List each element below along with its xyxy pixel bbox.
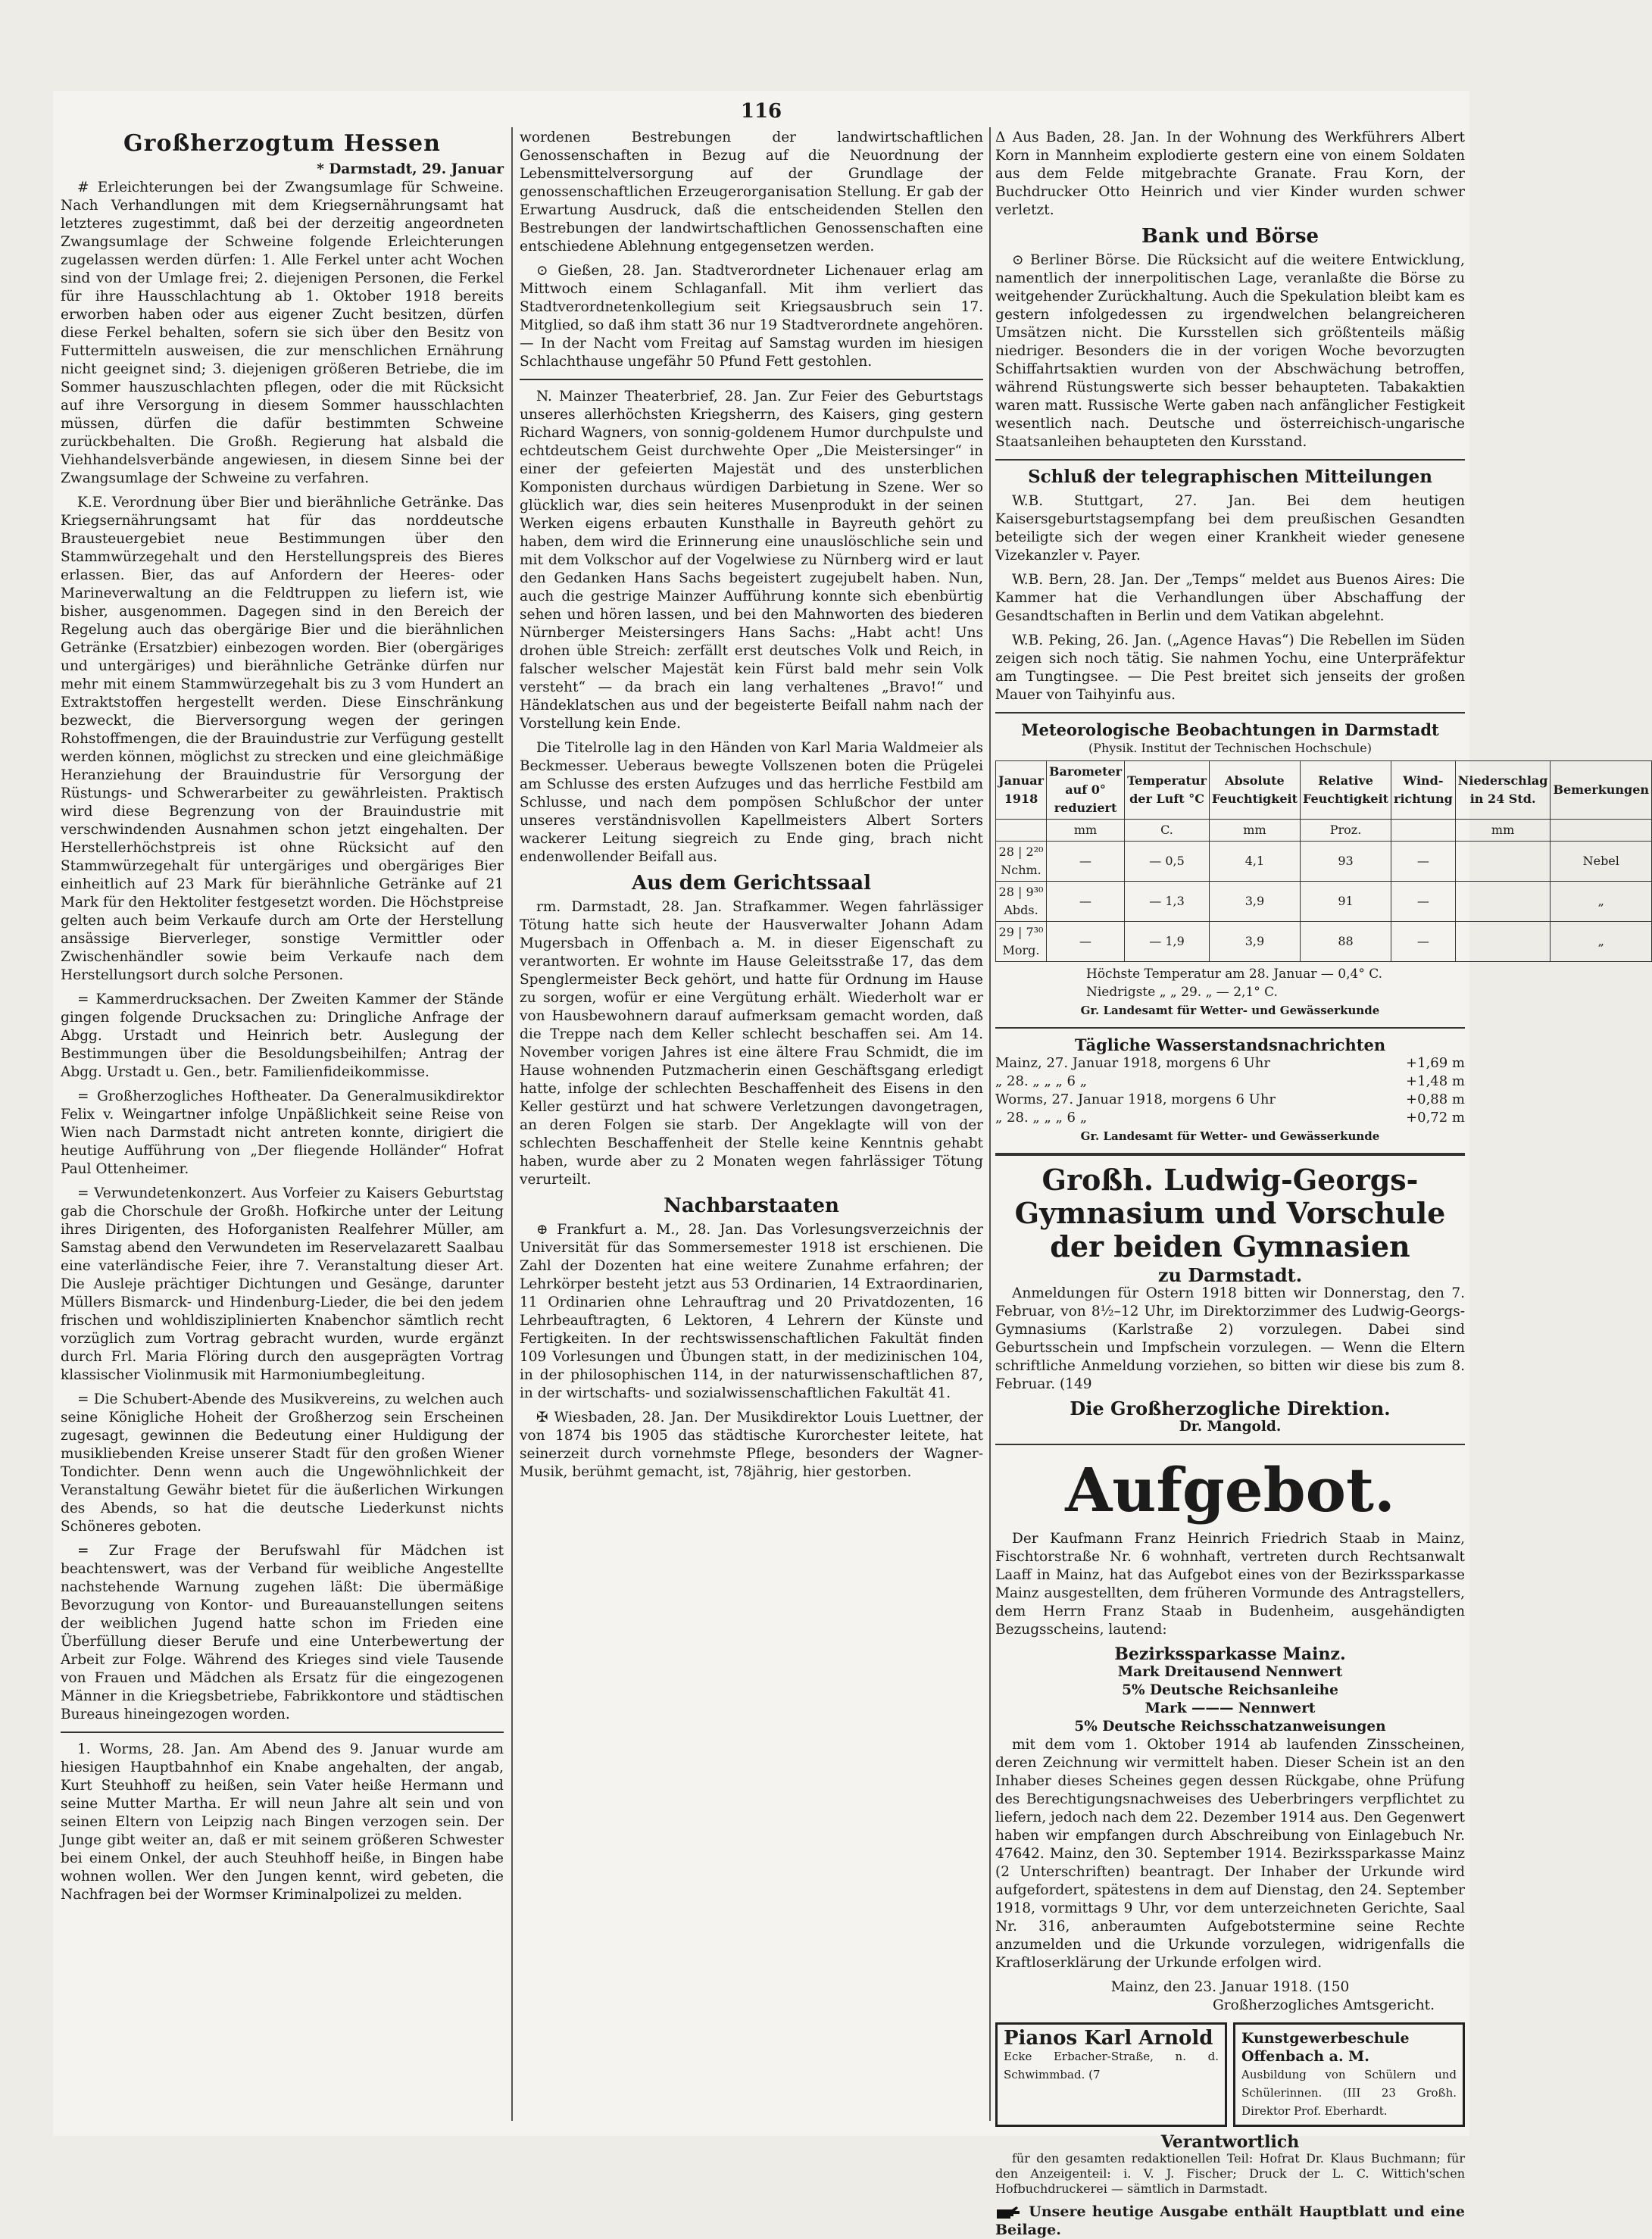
ad-gymnasium-signer: Dr. Mangold. [1179,1419,1282,1435]
ad-kunstgewerbe-text: Ausbildung von Schülern und Schülerinnen. (III 23 Großh. Direktor Prof. Eberhardt. [1241,2068,1457,2118]
column-rule [511,127,513,2121]
water-row [995,1091,1465,1109]
ad-row [995,2022,1465,2127]
weather-cell: — [1047,842,1125,882]
divider [520,379,983,380]
weather-header: Bemerkungen [1551,761,1652,820]
weather-unit [1391,820,1456,842]
weather-header: Barometer auf 0° reduziert [1047,761,1125,820]
weather-cell: — [1391,882,1456,922]
ad-gymnasium-title: Großh. Ludwig-Georgs-Gymnasium und Vorschule der beiden Gymnasien [1014,1163,1446,1263]
water-title: Tägliche Wasserstandsnachrichten [1074,1035,1386,1054]
water-label: Worms, 27. Januar 1918, morgens 6 Uhr [995,1091,1276,1107]
weather-header: Niederschlag in 24 Std. [1455,761,1551,820]
ad-aufgebot-amount: Mark Dreitausend Nennwert [1117,1664,1343,1680]
column-rule [989,127,991,2121]
telegram-bern: W.B. Bern, 28. Jan. Der „Temps“ meldet aus Buenos Aires: Die Kammer hat die Verhandlungen über Abschaffung der Gesandtschaften in Berlin und dem Vatikan abgelehnt. [995,572,1465,624]
section-title-hessen: Großherzogtum Hessen [123,130,441,157]
weather-unit: mm [1455,820,1551,842]
section-title-telegraph: Schluß der telegraphischen Mitteilungen [1028,467,1432,487]
ad-aufgebot-loan: 5% Deutsche Reichsanleihe [1122,1682,1338,1698]
weather-row [996,922,1652,962]
divider [995,1444,1465,1445]
weather-unit-row [996,820,1652,842]
weather-unit: mm [1209,820,1300,842]
weather-cell: 4,1 [1209,842,1300,882]
edition-note-text: Unsere heutige Ausgabe enthält Hauptblatt und eine Beilage. [995,2203,1466,2238]
weather-cell [1455,882,1551,922]
article-genossenschaften: wordenen Bestrebungen der landwirtschaftlichen Genossenschaften in Bezug auf die Neuordnung der Lebensmittelversorgung auf der Grundlage der genossenschaftlichen Erzeugerorganisation Stellung. Er gab der Erwartung Ausdruck, daß die entscheidenden Stellen den Bestrebungen der landwirtschaftlichen Genossenschaften eine entschiedene Ablehnung entgegensetzen werden. [520,130,983,255]
pointing-hand-icon [995,2204,1023,2221]
article-strafkammer: rm. Darmstadt, 28. Jan. Strafkammer. Wegen fahrlässiger Tötung hatte sich heute der Hausverwalter Johann Adam Mugersbach in Offenbach a. M. in dieser Eigenschaft zu verantworten. Er wohnte im Hause Geleitsstraße 17, das dem Spenglermeister Beck gehört, und hatte für Ordnung im Hause zu sorgen, wofür er eine Vergütung erhält. Wiederholt war er von Hausbewohnern darauf aufmerksam gemacht worden, daß die Treppe nach dem Keller schlecht beschaffen sei. Am 14. November vorigen Jahres ist eine ältere Frau Schmidt, die im Hause wohnenden Putzmacherin einen Geschäftsgang erledigt hatte, infolge der schlechten Beschaffenheit des Eisens in den Keller gestürzt und hat schwere Verletzungen davongetragen, an deren Folgen sie starb. Der Angeklagte will von der schlechten Beschaffenheit der Stelle keine Kenntnis gehabt haben, wurde aber zu 2 Monaten wegen fahrlässiger Tötung verurteilt. [520,899,983,1188]
weather-cell: — 1,9 [1125,922,1210,962]
article-berliner-boerse: ⊙ Berliner Börse. Die Rücksicht auf die weitere Entwicklung, namentlich der innerpolitischen Lage, veranlaßte die Börse zu weitgehender Zurückhaltung. Auch die Spekulation bleibt kam es gestern infolgedessen zu irgendwelchen belangreicheren Umsätzen nicht. Die Kursstellen sich größtenteils mäßig niedriger. Besonders die in der vorigen Woche bevorzugten Schiffahrtsaktien wurden von der Abschwächung betroffen, während Rüstungswerte sich besser behaupteten. Tabakaktien waren matt. Russische Werte gaben nach anfänglicher Festigkeit wesentlich nach. Deutsche und österreichisch-ungarische Staatsanleihen behaupteten den Kursstand. [995,252,1465,450]
article-hoftheater: = Großherzogliches Hoftheater. Da Generalmusikdirektor Felix v. Weingartner infolge Unpäßlichkeit seine Reise von Wien nach Darmstadt nicht antreten konnte, dirigiert die heutige Aufführung von „Der fliegende Holländer“ Hofrat Paul Ottenheimer. [61,1088,504,1177]
weather-row [996,842,1652,882]
weather-unit [996,820,1047,842]
responsible-text: für den gesamten redaktionellen Teil: Hofrat Dr. Klaus Buchmann; für den Anzeigenteil: i. V. J. Fischer; Druck der L. C. Wittich'schen Hofbuchdruckerei — sämtlich in Darmstadt. [995,2151,1465,2196]
weather-cell: 91 [1300,882,1391,922]
weather-title: Meteorologische Beobachtungen in Darmstadt [1021,720,1439,739]
article-frankfurt: ⊕ Frankfurt a. M., 28. Jan. Das Vorlesungsverzeichnis der Universität für das Sommersemester 1918 ist erschienen. Die Zahl der Dozenten hat eine weitere Zunahme erfahren; der Lehrkörper besteht jetzt aus 53 Ordinarien, 14 Extraordinarien, 11 Ordinarien ohne Lehrauftrag und 20 Privatdozenten, 16 Lehrbeauftragten, 6 Lektoren, 4 Lehrern der Künste und Fertigkeiten. In der rechtswissenschaftlichen Fakultät finden 109 Vorlesungen und Übungen statt, in der medizinischen 104, in der philosophischen 114, in der naturwissenschaftlichen 87, in der wirtschafts- und sozialwissenschaftlichen Fakultät 41. [520,1222,983,1401]
weather-credit: Gr. Landesamt für Wetter- und Gewässerkunde [1080,1004,1380,1017]
responsible-title: Verantwortlich [1160,2132,1300,2152]
weather-cell: „ [1551,882,1652,922]
weather-cell: — [1391,842,1456,882]
weather-header: Wind-richtung [1391,761,1456,820]
article-kammerdrucksachen: = Kammerdrucksachen. Der Zweiten Kammer der Stände gingen folgende Drucksachen zu: Dringliche Anfrage der Abgg. Urstadt und Heinrich betr. Auslegung der Bestimmungen über die Besoldungsbeihilfen; Antrag der Abgg. Urstadt u. Gen., betr. Familienfideikommisse. [61,991,504,1080]
ad-aufgebot-text2: mit dem vom 1. Oktober 1914 ab laufenden Zinsscheinen, deren Zeichnung wir vermittelt haben. Dieser Schein ist an den Inhaber dieses Scheines gegen dessen Rückgabe, ohne Prüfung des Berechtigungsnachweises des Ueberbringers verpflichtet zu liefern, jedoch nach dem 22. Dezember 1914 aus. Den Gegenwert haben wir empfangen durch Abschreibung von Einlagebuch Nr. 47642. Mainz, den 30. September 1914. Bezirkssparkasse Mainz (2 Unterschriften) beantragt. Der Inhaber der Urkunde wird aufgefordert, spätestens in dem auf Dienstag, den 24. September 1918, vormittags 9 Uhr, vor dem unterzeichneten Gerichte, Saal Nr. 316, anberaumten Aufgebotstermine seine Rechte anzumelden und die Urkunde vorzulegen, widrigenfalls die Kraftloserklärung der Urkunde erfolgen wird. [995,1737,1465,1971]
weather-cell: — [1047,882,1125,922]
weather-header-row [996,761,1652,820]
article-meistersinger: Die Titelrolle lag in den Händen von Karl Maria Waldmeier als Beckmesser. Ueberaus bewegte Vollszenen boten die Prügelei am Schlusse des ersten Aufzuges und das herrliche Festbild am Schlusse, und nach dem pompösen Schlußchor der unter unseres verständnisvollen Kapellmeisters Albert Sorters wackerer Leitung siegreich zu Ende ging, brach nicht endenwollender Beifall aus. [520,740,983,865]
weather-header: Januar 1918 [996,761,1047,820]
water-row [995,1073,1465,1091]
section-title-nachbarstaaten: Nachbarstaaten [664,1194,839,1217]
weather-cell: 28 | 2²⁰ Nchm. [996,842,1047,882]
article-schweine: # Erleichterungen bei der Zwangsumlage für Schweine. Nach Verhandlungen mit dem Kriegsernährungsamt hat letzteres zugestimmt, daß bei der derzeitig angeordneten Zwangsumlage der Schweine folgende Erleichterungen zugelassen werden dürfen: 1. Alle Ferkel unter acht Wochen sind von der Umlage frei; 2. diejenigen Personen, die Ferkel für ihre Hausschlachtung ab 1. Oktober 1918 bereits erworben haben oder aus eigener Zucht besitzen, dürfen diese Ferkel behalten, sofern sie sich über den Besitz von Futtermitteln ausweisen, die zur menschlichen Ernährung nicht geeignet sind; 3. diejenigen größeren Betriebe, die im Sommer hauszuschlachten pflegen, oder die mit Rücksicht auf ihre Versorgung in diesem Sommer hausschlachten müssen, dürfen die dafür bestimmten Schweine zurückbehalten. Die Großh. Regierung hat alsbald die Viehhandelsverbände angewiesen, in diesem Sinne bei der Zwangsumlage der Schweine zu verfahren. [61,180,504,486]
newspaper-page [53,91,1650,2238]
water-row [995,1054,1465,1073]
article-verwundetenkonzert: = Verwundetenkonzert. Aus Vorfeier zu Kaisers Geburtstag gab die Chorschule der Großh. Hofkirche unter der Leitung ihres Dirigenten, des Hoforganisten Realfehrer Müller, am Samstag abend den Verwundeten im Reservelazarett Saalbau eine vaterländische Feier, ihre 7. Veranstaltung dieser Art. Die Ausleje prächtiger Dichtungen und Gesänge, darunter Müllers Bismarck- und Hindenburg-Lieder, die bei den jedem frischen und wohldisziplinierten Knabenchor sämtlich recht vorzüglich zum Vortrag gebracht wurden, wurde ergänzt durch Frl. Maria Flöring durch den ausgeprägten Vortrag klassischer Violinmusik mit Harmoniumbegleitung. [61,1185,504,1383]
dateline: * Darmstadt, 29. Januar [317,161,504,177]
ad-aufgebot-title: Aufgebot. [1065,1454,1395,1525]
article-berufswahl: = Zur Frage der Berufswahl für Mädchen ist beachtenswert, was der Verband für weibliche Angestellte nachstehende Warnung zugehen läßt: Die übermäßige Bevorzugung von Kontor- und Bureauanstellungen seitens der weiblichen Jugend hatte schon im Frieden eine Überfüllung dieser Berufe und eine Unterbewertung der Arbeit zur Folge. Während des Krieges sind viele Tausende von Frauen und Mädchen als Ersatz für die eingezogenen Männer in die Kriegsbetriebe, Fabrikkontore und städtischen Bureaus hineingezogen worden. [61,1543,504,1722]
article-baden: Δ Aus Baden, 28. Jan. In der Wohnung des Werkführers Albert Korn in Mannheim explodierte gestern eine von einem Soldaten aus dem Felde mitgebrachte Granate. Frau Korn, der Buchdrucker Otto Heinrich und vier Kinder wurden schwer verletzt. [995,130,1465,218]
weather-high: Höchste Temperatur am 28. Januar — 0,4° C. [1086,966,1383,982]
ad-aufgebot-text: Der Kaufmann Franz Heinrich Friedrich Staab in Mainz, Fischtorstraße Nr. 6 wohnhaft, vertreten durch Rechtsanwalt Laaff in Mainz, hat das Aufgebot eines von der Bezirkssparkasse Mainz ausgestellten, dem früheren Vormunde des Antragstellers, dem Herrn Franz Staab in Budenheim, ausgehändigten Bezugsscheins, lautend: [995,1531,1465,1638]
water-value: +1,48 m [1406,1073,1465,1089]
water-value: +0,88 m [1406,1091,1465,1107]
ad-gymnasium-subtitle: zu Darmstadt. [1157,1264,1303,1286]
weather-table [995,760,1652,962]
water-value: +0,72 m [1406,1110,1465,1126]
divider [995,459,1465,461]
weather-header: Relative Feuchtigkeit [1300,761,1391,820]
water-row [995,1109,1465,1127]
weather-unit [1551,820,1652,842]
weather-cell: 3,9 [1209,882,1300,922]
column-right [995,129,1650,2238]
telegram-stuttgart: W.B. Stuttgart, 27. Jan. Bei dem heutigen Kaisersgeburtstagsempfang bei dem preußischen Gesandten beteiligte sich der wegen einer Krankheit wieder genesene Vizekanzler v. Payer. [995,493,1465,564]
ad-pianos-text: Ecke Erbacher-Straße, n. d. Schwimmbad. (7 [1004,2050,1219,2081]
weather-unit: C. [1125,820,1210,842]
ad-pianos-title: Pianos Karl Arnold [1004,2027,1213,2050]
weather-cell: — [1391,922,1456,962]
ad-aufgebot-treasury: 5% Deutsche Reichsschatzanweisungen [1074,1719,1386,1735]
ad-kunstgewerbe-title: Kunstgewerbeschule Offenbach a. M. [1241,2030,1410,2065]
article-schubert: = Die Schubert-Abende des Musikvereins, zu welchen auch seine Königliche Hoheit der Großherzog sein Erscheinen zugesagt, gewinnen die Bedeutung einer Huldigung der musikliebenden Kreise unserer Stadt für den großen Wiener Tondichter. Denn wenn auch die Ungewöhnlichkeit der Veranstaltung Gewähr bietet für die äußerlichen Wirkungen des Abends, so hat die deutsche Liederkunst nichts Schöneres geboten. [61,1391,504,1535]
weather-cell: Nebel [1551,842,1652,882]
weather-cell: 29 | 7³⁰ Morg. [996,922,1047,962]
divider [61,1732,504,1733]
column-left [61,129,504,2128]
weather-row [996,882,1652,922]
weather-cell [1455,842,1551,882]
weather-cell: — 1,3 [1125,882,1210,922]
ad-pianos [995,2022,1227,2127]
weather-unit: mm [1047,820,1125,842]
weather-header: Temperatur der Luft °C [1125,761,1210,820]
divider [995,1153,1465,1156]
water-value: +1,69 m [1406,1055,1465,1071]
article-giessen: ⊙ Gießen, 28. Jan. Stadtverordneter Lichenauer erlag am Mittwoch einem Schlaganfall. Mit ihm verliert das Stadtverordnetenkollegium seit Kriegsausbruch sein 17. Mitglied, so daß ihm statt 36 nur 19 Stadtverordnete angehören. — In der Nacht vom Freitag auf Samstag wurden im hiesigen Schlachthause ungefähr 50 Pfund Fett gestohlen. [520,263,983,370]
section-title-gerichtssaal: Aus dem Gerichtssaal [632,872,871,895]
water-label: Mainz, 27. Januar 1918, morgens 6 Uhr [995,1055,1271,1071]
weather-unit: Proz. [1300,820,1391,842]
section-title-bank: Bank und Börse [1141,225,1319,248]
ad-kunstgewerbe [1233,2022,1465,2127]
weather-low: Niedrigste „ „ 29. „ — 2,1° C. [1086,985,1278,1000]
water-credit: Gr. Landesamt für Wetter- und Gewässerkunde [1080,1129,1380,1143]
ad-gymnasium-text: Anmeldungen für Ostern 1918 bitten wir Donnerstag, den 7. Februar, von 8½–12 Uhr, im Direktorzimmer des Ludwig-Georgs-Gymnasiums (Karlstraße 2) vorzulegen. Dabei sind Geburtsschein und Impfschein vorzulegen. — Wenn die Eltern schriftliche Anmeldung vorziehen, so bitten wir diese bis zum 8. Februar. (149 [995,1285,1465,1392]
edition-note [995,2203,1465,2239]
article-worms: 1. Worms, 28. Jan. Am Abend des 9. Januar wurde am hiesigen Hauptbahnhof ein Knabe angehalten, der angab, Kurt Steuhhoff zu heißen, sein Vater heiße Hermann und seine Mutter Martha. Er will neun Jahre alt sein und von seinen Eltern von Leipzig nach Bingen verzogen sein. Der Junge gibt weiter an, daß er mit seinem größeren Schwester bei einem Onkel, der auch Steuhhoff heiße, in Bingen habe wohnen wollen. Wer den Jungen kennt, wird gebeten, die Nachfragen bei der Wormser Kriminalpolizei zu melden. [61,1741,504,1903]
weather-cell: — 0,5 [1125,842,1210,882]
weather-cell: — [1047,922,1125,962]
weather-header: Absolute Feuchtigkeit [1209,761,1300,820]
ad-gymnasium-signature: Die Großherzogliche Direktion. [1070,1397,1391,1419]
weather-cell: „ [1551,922,1652,962]
article-wiesbaden: ✠ Wiesbaden, 28. Jan. Der Musikdirektor Louis Luettner, der von 1874 bis 1905 das städtische Kurorchester leitete, hat seinerzeit durch vornehmste Pflege, besonders der Wagner-Musik, berühmt gemacht, ist, 78jährig, hier gestorben. [520,1410,983,1480]
page-number: 116 [740,100,782,123]
column-middle [520,129,983,2128]
ad-aufgebot-court: Großherzogliches Amtsgericht. [1213,1997,1435,2013]
weather-cell [1455,922,1551,962]
article-mainzer-theaterbrief: N. Mainzer Theaterbrief, 28. Jan. Zur Feier des Geburtstags unseres allerhöchsten Kriegsherrn, des Kaisers, ging gestern Richard Wagners, von sonnig-goldenem Humor durchpulste und echtdeutschem Geist durchwehte Oper „Die Meistersinger“ in einer der gefeierten Majestät und des unsterblichen Komponisten durchaus würdigen Darbietung in Szene. Wer so glücklich war, dies sein heiteres Musenprodukt in der seinen Werken eigens erbauten Kunsthalle in Bayreuth gehört zu haben, dem wird die Erinnerung eine unauslöschliche sein und mit dem Volkschor auf der Vogelwiese zu Nürnberg wird er laut den Gedanken Hans Sachs begeistert zugejubelt haben. Nun, auch die gestrige Mainzer Aufführung konnte sich ebenbürtig sehen und hören lassen, und bei den Mahnworten des biederen Nürnberger Meistersingers Hans Sachs: „Habt acht! Uns drohen üble Streich: zerfällt erst deutsches Volk und Reich, in falscher welscher Majestät kein Fürst bald mehr sein Volk versteht“ — da brach ein lang verhaltenes „Bravo!“ und Händeklatschen aus und der begeisterte Beifall nahm nach der Vorstellung kein Ende. [520,389,983,732]
divider [995,712,1465,714]
divider [995,1027,1465,1029]
ad-aufgebot-amount2: Mark ——— Nennwert [1145,1700,1316,1716]
ad-aufgebot-bank: Bezirkssparkasse Mainz. [1114,1644,1346,1664]
telegram-peking: W.B. Peking, 26. Jan. („Agence Havas“) Die Rebellen im Süden zeigen sich noch tätig. Sie nahmen Yochu, eine Unterpräfektur am Tungtingsee. — Die Pest breitet sich jenseits der großen Mauer von Taihyinfu aus. [995,632,1465,703]
water-label: „ 28. „ „ „ 6 „ [995,1110,1088,1126]
weather-cell: 88 [1300,922,1391,962]
weather-cell: 93 [1300,842,1391,882]
weather-cell: 3,9 [1209,922,1300,962]
article-bier: K.E. Verordnung über Bier und bierähnliche Getränke. Das Kriegsernährungsamt hat für das norddeutsche Brausteuergebiet neue Bestimmungen über den Stammwürzegehalt und den Herstellungspreis des Bieres erlassen. Bier, das auf Anfordern der Heeres- oder Marineverwaltung an die Feldtruppen zu liefern ist, wie bisher, ausgenommen. Dagegen sind in den Bereich der Regelung auch das obergärige Bier und die bierähnlichen Getränke (Ersatzbier) einbezogen worden. Bier (obergäriges und untergäriges) und bierähnliche Getränke dürfen nur mehr mit einem Stammwürzegehalt bis zu 3 vom Hundert an Extraktstoffen hergestellt werden. Diese Einschränkung bezweckt, die Bierversorgung wegen der geringen Rohstoffmengen, die der Brauindustrie zur Verfügung gestellt werden können, möglichst zu strecken und eine gleichmäßige Heranziehung der Brauindustrie für Versorgung der Rüstungs- und Schwerarbeiter zu gewährleisten. Praktisch wird diese Begrenzung von der Brauindustrie mit verschwindenden Ausnahmen schon jetzt eingehalten. Der Herstellerhöchstpreis ist ohne Rücksicht auf den Stammwürzegehalt für untergäriges und obergäriges Bier einheitlich auf 23 Mark für bierähnliche Getränke auf 21 Mark für den Hektoliter festgesetzt worden. Die Höchstpreise gelten auch beim Verkaufe durch am Orte der Herstellung ansässige Bierverleger, sonstige Vermittler oder Zwischenhändler sowie beim Verkaufe nach dem Herstellungsort durch solche Personen. [61,495,504,983]
weather-cell: 28 | 9³⁰ Abds. [996,882,1047,922]
ad-aufgebot-date: Mainz, den 23. Januar 1918. (150 [1110,1979,1350,1995]
water-label: „ 28. „ „ „ 6 „ [995,1073,1088,1089]
weather-subtitle: (Physik. Institut der Technischen Hochschule) [1088,741,1372,755]
